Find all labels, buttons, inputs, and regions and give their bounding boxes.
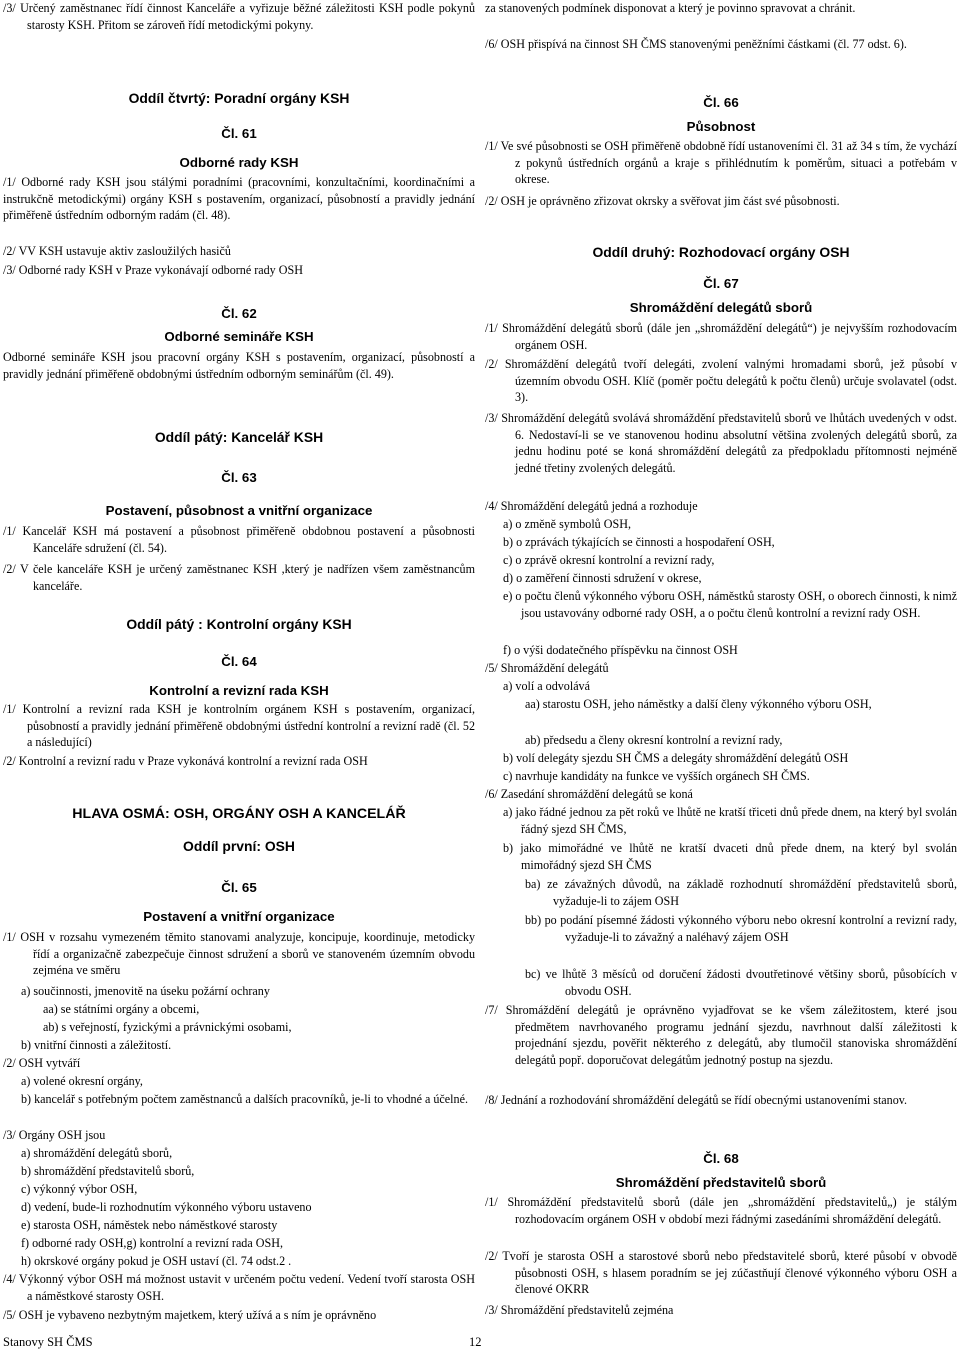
article-number: Čl. 62 xyxy=(221,306,257,321)
paragraph: /2/ OSH vytváří xyxy=(3,1056,81,1070)
section-title: Oddíl čtvrtý: Poradní orgány KSH xyxy=(128,90,350,106)
paragraph: /6/ Zasedání shromáždění delegátů se koná xyxy=(485,787,693,801)
section-title: Oddíl pátý: Kancelář KSH xyxy=(154,429,324,445)
section-title: Oddíl druhý: Rozhodovací orgány OSH xyxy=(592,244,850,260)
list-item: b) jako mimořádné ve lhůtě ne kratší dvaceti dnů přede dnem, na který byl svolán mimořádný sjezd SH ČMS xyxy=(503,841,957,872)
article-number: Čl. 66 xyxy=(703,95,739,110)
list-item: e) o počtu členů výkonného výboru OSH, náměstků starosty OSH, o oborech činnosti, k nimž jsou ustavovány odborné rady OSH, a o počtu členů kontrolní a revizní rady OSH. xyxy=(503,589,957,620)
paragraph: /5/ OSH je vybaveno nezbytným majetkem, který užívá a s ním je oprávněno xyxy=(3,1308,377,1322)
paragraph: /2/ V čele kanceláře KSH je určený zaměstnanec KSH ,který je nadřízen všem zaměstnancům kanceláře. xyxy=(3,562,475,593)
paragraph: /2/ OSH je oprávněno zřizovat okrsky a svěřovat jim část své působnosti. xyxy=(485,194,840,208)
paragraph: /6/ OSH přispívá na činnost SH ČMS stanovenými peněžními částkami (čl. 77 odst. 6). xyxy=(485,37,907,51)
article-number: Čl. 67 xyxy=(703,276,739,291)
paragraph: za stanovených podmínek disponovat a který je povinno spravovat a chránit. xyxy=(485,1,856,15)
list-item: ab) předsedu a členy okresní kontrolní a revizní rady, xyxy=(525,733,783,747)
list-item: b) vnitřní činnosti a záležitostí. xyxy=(21,1038,172,1052)
paragraph: /1/ Odborné rady KSH jsou stálými poradními (pracovními, konzultačními, koordinačními a instrukčně metodickými) orgány KSH s postavením, organizací, působností a pravidly jednání přiměřeně ústředním odborným radám (čl. 48). xyxy=(3,175,475,223)
list-item: f) o výši dodatečného příspěvku na činnost OSH xyxy=(503,643,738,657)
article-number: Čl. 64 xyxy=(221,654,257,669)
paragraph: /3/ Shromáždění delegátů svolává shromáždění představitelů sborů ve lhůtách uvedených v odst. 6. Nedostaví-li se ve stanovenou hodinu absolutní většina zvolených delegátů sborů, za jednu hodinu poté se koná shromáždění delegátů za předpokladu přítomnosti nejméně jedné třetiny zvolených delegátů. xyxy=(485,411,957,475)
paragraph: /1/ Kancelář KSH má postavení a působnost přiměřeně obdobnou postavení a působnosti Kanceláře sdružení (čl. 54). xyxy=(3,524,475,555)
list-item: aa) se státními orgány a obcemi, xyxy=(43,1002,200,1016)
paragraph: /4/ Výkonný výbor OSH má možnost ustavit v určeném počtu vedení. Vedení tvoří starosta OSH a náměstkové starosty OSH. xyxy=(3,1272,475,1303)
list-item: f) odborné rady OSH,g) kontrolní a revizní rada OSH, xyxy=(21,1236,283,1250)
list-item: bc) ve lhůtě 3 měsíců od doručení žádosti dvoutřetinové většiny sborů, působících v obvodu OSH. xyxy=(525,967,957,998)
article-title: Odborné rady KSH xyxy=(179,155,299,170)
paragraph: /5/ Shromáždění delegátů xyxy=(485,661,609,675)
article-number: Čl. 63 xyxy=(221,470,257,485)
intro-paragraph: /3/ Určený zaměstnanec řídí činnost Kanceláře a vyřizuje běžné záležitosti KSH podle pokynů starosty KSH. Přitom se zároveň řídí metodickými pokyny. xyxy=(3,1,475,32)
paragraph: /2/ Kontrolní a revizní radu v Praze vykonává kontrolní a revizní rada OSH xyxy=(3,754,368,768)
list-item: a) o změně symbolů OSH, xyxy=(503,517,631,531)
list-item: aa) starostu OSH, jeho náměstky a další členy výkonného výboru OSH, xyxy=(525,697,872,711)
paragraph: /8/ Jednání a rozhodování shromáždění delegátů se řídí obecnými ustanoveními stanov. xyxy=(485,1093,908,1107)
list-item: d) o zaměření činnosti sdružení v okrese, xyxy=(503,571,702,585)
list-item: bb) po podání písemné žádosti výkonného výboru nebo okresní kontrolní a revizní rady, vyžaduje-li to závažný a naléhavý zájem OSH xyxy=(525,913,957,944)
list-item: a) shromáždění delegátů sborů, xyxy=(21,1146,173,1160)
list-item: a) jako řádné jednou za pět roků ve lhůtě ne kratší třiceti dnů přede dnem, na který byl svolán řádný sjezd SH ČMS, xyxy=(503,805,957,836)
paragraph: /1/ Kontrolní a revizní rada KSH je kontrolním orgánem KSH s postavením, organizací, působností a pravidly jednání přiměřeně obdobnými ústřední kontrolní a revizní radě (čl. 52 a následující) xyxy=(3,702,475,750)
paragraph: /1/ Shromáždění delegátů sborů (dále jen „shromáždění delegátů“) je nejvyšším rozhodovacím orgánem OSH. xyxy=(485,321,957,352)
paragraph: /2/ VV KSH ustavuje aktiv zasloužilých hasičů xyxy=(3,244,231,258)
paragraph: /3/ Shromáždění představitelů zejména xyxy=(485,1303,674,1317)
list-item: a) volí a odvolává xyxy=(503,679,590,693)
list-item: b) shromáždění představitelů sborů, xyxy=(21,1164,195,1178)
article-title: Působnost xyxy=(686,119,756,134)
list-item: b) volí delegáty sjezdu SH ČMS a delegáty shromáždění delegátů OSH xyxy=(503,751,849,765)
paragraph: /2/ Tvoří je starosta OSH a starostové sborů nebo představitelé sborů, které působí v obvodě působnosti OSH, s hlasem poradním se jej zúčastňují členové výkonného výboru OSH a členové OKRR xyxy=(485,1249,957,1297)
section-title: Oddíl první: OSH xyxy=(183,838,295,854)
article-number: Čl. 61 xyxy=(221,126,257,141)
list-item: c) navrhuje kandidáty na funkce ve vyšších orgánech SH ČMS. xyxy=(503,769,810,783)
paragraph: /7/ Shromáždění delegátů je oprávněno vyjadřovat se ke všem záležitostem, které jsou předmětem navrhovaného programu jednání sjezdu, navrhnout další záležitosti k projednání sjezdu, pověřit některého z delegátů, aby tlumočil stanoviska shromáždění delegátů popř. doporučovat delegátům jednotný postup na sjezdu. xyxy=(485,1003,957,1067)
list-item: a) součinnosti, jmenovitě na úseku požární ochrany xyxy=(21,984,270,998)
article-number: Čl. 68 xyxy=(703,1151,739,1166)
list-item: b) o zprávách týkajících se činnosti a hospodaření OSH, xyxy=(503,535,775,549)
footer-title: Stanovy SH ČMS xyxy=(3,1335,93,1349)
section-title: Oddíl pátý : Kontrolní orgány KSH xyxy=(126,616,352,632)
paragraph: /1/ Ve své působnosti se OSH přiměřeně obdobně řídí ustanoveními čl. 31 až 34 s tím, že vychází z pokynů ústředních orgánů a kraje s přihlédnutím k poměrům, situaci a potřebám v okrese. xyxy=(485,139,957,187)
paragraph: Odborné semináře KSH jsou pracovní orgány KSH s postavením, organizací, působností a pravidly jednání přiměřeně obdobnými ústředním odborným seminářům (čl. 49). xyxy=(3,350,475,381)
paragraph: /2/ Shromáždění delegátů tvoří delegáti, zvolení valnými hromadami sborů, jež působí v územním obvodu OSH. Klíč (poměr počtu delegátů k počtu členů) určuje svolavatel (odst. 3). xyxy=(485,357,957,405)
list-item: ba) ze závažných důvodů, na základě rozhodnutí shromáždění představitelů sborů, vyžaduje-li to zájem OSH xyxy=(525,877,957,908)
list-item: e) starosta OSH, náměstek nebo náměstkové starosty xyxy=(21,1218,278,1232)
article-title: Kontrolní a revizní rada KSH xyxy=(149,683,329,698)
paragraph: /4/ Shromáždění delegátů jedná a rozhoduje xyxy=(485,499,698,513)
list-item: a) volené okresní orgány, xyxy=(21,1074,143,1088)
list-item: d) vedení, bude-li rozhodnutím výkonného výboru ustaveno xyxy=(21,1200,312,1214)
article-number: Čl. 65 xyxy=(221,880,257,895)
list-item: b) kancelář s potřebným počtem zaměstnanců a dalších pracovníků, je-li to vhodné a účelné. xyxy=(21,1092,468,1106)
list-item: c) výkonný výbor OSH, xyxy=(21,1182,138,1196)
article-title: Shromáždění představitelů sborů xyxy=(615,1175,827,1190)
paragraph: /1/ OSH v rozsahu vymezeném těmito stanovami analyzuje, koncipuje, koordinuje, metodicky řídí a organizačně zabezpečuje činnost sdružení a sborů ve stanoveném územním obvodu zejména ve směru xyxy=(3,930,475,978)
page-number: 12 xyxy=(469,1335,482,1349)
chapter-title: HLAVA OSMÁ: OSH, ORGÁNY OSH A KANCELÁŘ xyxy=(72,806,406,822)
list-item: ab) s veřejností, fyzickými a právnickými osobami, xyxy=(43,1020,292,1034)
paragraph: /3/ Odborné rady KSH v Praze vykonávají odborné rady OSH xyxy=(3,263,303,277)
paragraph: /1/ Shromáždění představitelů sborů (dále jen „shromáždění představitelů„) je stálým rozhodovacím orgánem OSH v období mezi řádnými zasedáními shromáždění delegátů. xyxy=(485,1195,957,1226)
list-item: c) o zprávě okresní kontrolní a revizní rady, xyxy=(503,553,715,567)
paragraph: /3/ Orgány OSH jsou xyxy=(3,1128,106,1142)
article-title: Shromáždění delegátů sborů xyxy=(629,300,813,315)
article-title: Postavení a vnitřní organizace xyxy=(143,909,335,924)
article-title: Postavení, působnost a vnitřní organizace xyxy=(105,503,373,518)
list-item: h) okrskové orgány pokud je OSH ustaví (čl. 74 odst.2 . xyxy=(21,1254,292,1268)
article-title: Odborné semináře KSH xyxy=(164,329,314,344)
